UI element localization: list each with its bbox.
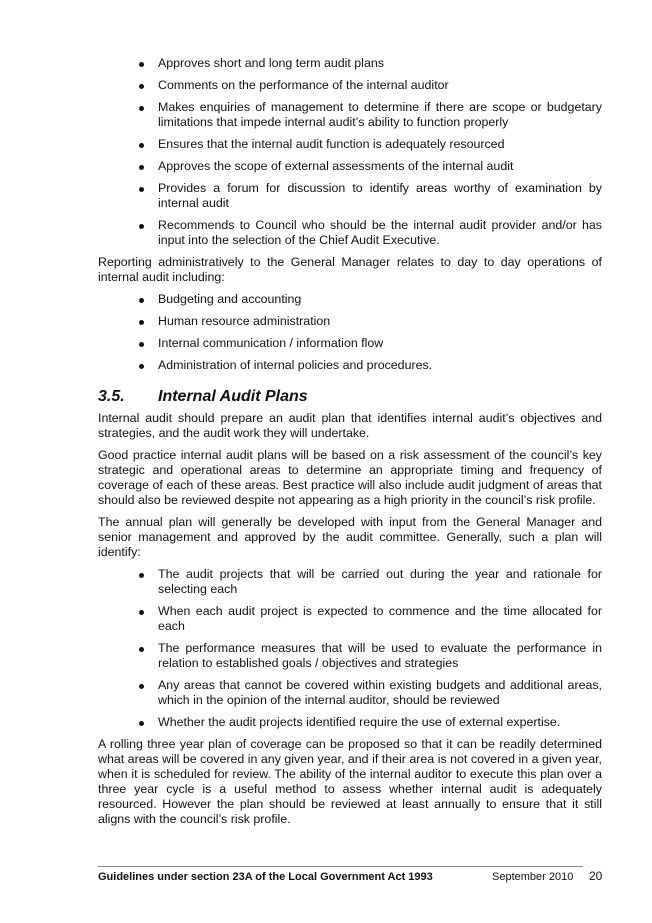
list-item: Budgeting and accounting [98, 292, 602, 307]
list-item: Recommends to Council who should be the internal audit provider and/or has input into the selection of the Chief Audit Executive. [98, 218, 602, 248]
list-item: Internal communication / information flow [98, 336, 602, 351]
list-item: Approves the scope of external assessments of the internal audit [98, 159, 602, 174]
list-item: Makes enquiries of management to determine if there are scope or budgetary limitations that impede internal audit’s ability to function properly [98, 100, 602, 130]
list-item: Approves short and long term audit plans [98, 56, 602, 71]
bullet-icon [139, 143, 144, 148]
paragraph: Internal audit should prepare an audit plan that identifies internal audit’s objectives and strategies, and the audit work they will undertake. [98, 411, 602, 440]
bullet-icon [139, 573, 144, 578]
list-item: The audit projects that will be carried out during the year and rationale for selecting each [98, 567, 602, 597]
admin-list [98, 292, 602, 373]
bullet-icon [139, 320, 144, 325]
document-body [98, 56, 602, 834]
section-heading [98, 387, 602, 406]
paragraph: The annual plan will generally be developed with input from the General Manager and senior management and approved by the audit committee. Generally, such a plan will identify: [98, 515, 602, 559]
bullet-icon [139, 684, 144, 689]
committee-duties-list [98, 56, 602, 248]
list-item: Provides a forum for discussion to identify areas worthy of examination by internal audit [98, 181, 602, 211]
bullet-icon [139, 610, 144, 615]
reporting-paragraph: Reporting administratively to the General Manager relates to day to day operations of internal audit including: [98, 255, 602, 284]
footer-divider [98, 866, 583, 867]
bullet-icon [139, 106, 144, 111]
bullet-icon [139, 298, 144, 303]
plan-items-list [98, 567, 602, 730]
list-item: When each audit project is expected to commence and the time allocated for each [98, 604, 602, 634]
footer-title: Guidelines under section 23A of the Local Government Act 1993 [98, 871, 433, 883]
section-number: 3.5. [98, 388, 125, 405]
paragraph: Good practice internal audit plans will be based on a risk assessment of the council’s key strategic and operational areas to determine an appropriate timing and frequency of coverage of each of these areas. Best practice will also include audit judgment of areas that should also be reviewed despite not appearing as a high priority in the council’s risk profile. [98, 448, 602, 507]
bullet-icon [139, 721, 144, 726]
bullet-icon [139, 62, 144, 67]
paragraph: A rolling three year plan of coverage can be proposed so that it can be readily determined what areas will be covered in any given year, and if their area is not covered in a given year, when it is scheduled for review. The ability of the internal auditor to execute this plan over a three year cycle is a useful method to assess whether internal audit is adequately resourced. However the plan should be reviewed at least annually to ensure that it still aligns with the council’s risk profile. [98, 737, 602, 826]
bullet-icon [139, 187, 144, 192]
bullet-icon [139, 165, 144, 170]
bullet-icon [139, 224, 144, 229]
list-item: Any areas that cannot be covered within existing budgets and additional areas, which in the opinion of the internal auditor, should be reviewed [98, 678, 602, 708]
page-number: 20 [589, 869, 603, 883]
bullet-icon [139, 342, 144, 347]
section-title: Internal Audit Plans [158, 388, 308, 405]
list-item: The performance measures that will be used to evaluate the performance in relation to established goals / objectives and strategies [98, 641, 602, 671]
list-item: Administration of internal policies and procedures. [98, 358, 602, 373]
bullet-icon [139, 647, 144, 652]
bullet-icon [139, 84, 144, 89]
list-item: Human resource administration [98, 314, 602, 329]
list-item: Comments on the performance of the internal auditor [98, 78, 602, 93]
list-item: Ensures that the internal audit function is adequately resourced [98, 137, 602, 152]
bullet-icon [139, 364, 144, 369]
list-item: Whether the audit projects identified require the use of external expertise. [98, 715, 602, 730]
footer-date: September 2010 [492, 871, 574, 883]
